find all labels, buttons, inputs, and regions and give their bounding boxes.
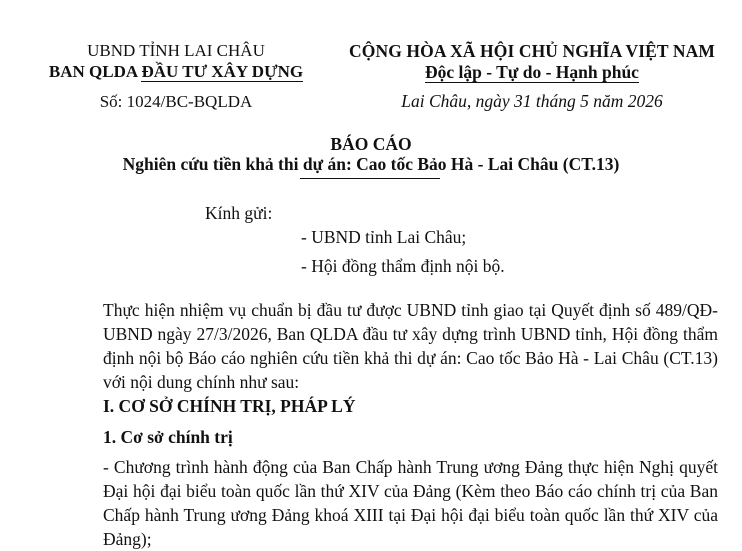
title-divider — [300, 178, 440, 179]
intro-text: Thực hiện nhiệm vụ chuẩn bị đầu tư được UBND tỉnh giao tại Quyết định số 489/QĐ-UBND ngày 27/3/2026, Ban QLDA đầu tư xây dựng trình UBND tỉnh, Hội đồng thẩm định nội bộ Báo cáo nghiên cứu tiền khả thi dự án: Cao tốc Bảo Hà - Lai Châu (CT.13) với nội dung chính như sau: — [103, 300, 718, 392]
issuing-authority: UBND TỈNH LAI CHÂU — [87, 41, 265, 60]
national-title: CỘNG HÒA XÃ HỘI CHỦ NGHĨA VIỆT NAM — [349, 41, 715, 61]
issuing-department-underlined: ĐẦU TƯ XÂY DỰNG — [141, 62, 304, 81]
body-text: - Chương trình hành động của Ban Chấp hành Trung ương Đảng thực hiện Nghị quyết Đại hội đại biểu toàn quốc lần thứ XIV của Đảng (Kèm theo Báo cáo chính trị của Ban Chấp hành Trung ương Đảng khoá XIII tại Đại hội đại biểu toàn quốc lần thứ XIV của Đảng); — [103, 457, 718, 549]
document-number: Số: 1024/BC-BQLDA — [99, 92, 253, 111]
issuing-department — [0, 62, 352, 82]
intro-paragraph — [103, 298, 718, 394]
body-paragraph — [103, 455, 718, 551]
national-motto — [322, 62, 742, 83]
recipient-item: - Hội đồng thẩm định nội bộ. — [301, 256, 505, 276]
issuing-department-prefix: BAN QLDA — [48, 62, 142, 81]
report-subtitle: Nghiên cứu tiền khả thi dự án: Cao tốc Bảo Hà - Lai Châu (CT.13) — [122, 154, 620, 174]
national-motto-text: Độc lập - Tự do - Hạnh phúc — [425, 62, 639, 82]
section-heading: I. CƠ SỞ CHÍNH TRỊ, PHÁP LÝ — [103, 396, 356, 416]
subsection-heading: 1. Cơ sở chính trị — [103, 427, 233, 447]
report-title: BÁO CÁO — [330, 134, 412, 154]
dateline: Lai Châu, ngày 31 tháng 5 năm 2026 — [401, 91, 663, 111]
recipient-item: - UBND tỉnh Lai Châu; — [301, 227, 467, 247]
recipients-label: Kính gửi: — [205, 203, 273, 223]
